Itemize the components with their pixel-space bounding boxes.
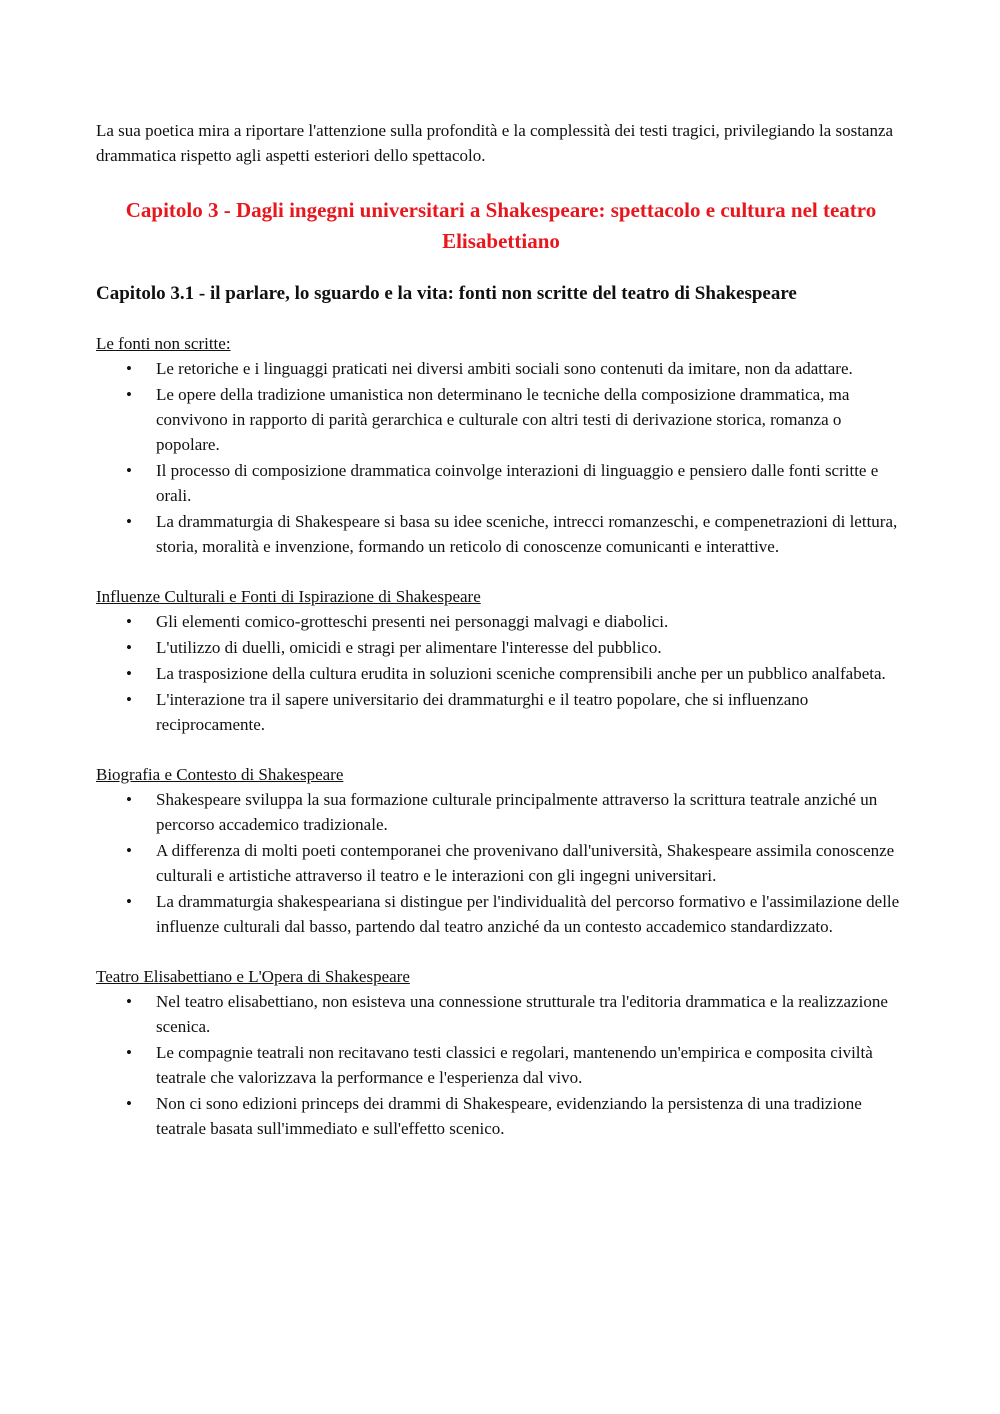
list-item: • La trasposizione della cultura erudita in soluzioni sceniche comprensibili anche per un pubblico analfabeta. xyxy=(156,661,906,686)
list-item: • Le opere della tradizione umanistica non determinano le tecniche della composizione drammatica, ma convivono in rapporto di parità gerarchica e culturale con altri testi di derivazione storica, romanza o popolare. xyxy=(156,382,906,457)
section-heading: Biografia e Contesto di Shakespeare xyxy=(96,765,344,784)
list-item: • Le retoriche e i linguaggi praticati nei diversi ambiti sociali sono contenuti da imitare, non da adattare. xyxy=(156,356,906,381)
list-item: • Nel teatro elisabettiano, non esisteva una connessione strutturale tra l'editoria drammatica e la realizzazione scenica. xyxy=(156,989,906,1039)
chapter-title: Capitolo 3 - Dagli ingegni universitari a Shakespeare: spettacolo e cultura nel teatro Elisabettiano xyxy=(125,198,877,253)
list-item: • La drammaturgia di Shakespeare si basa su idee sceniche, intrecci romanzeschi, e compenetrazioni di lettura, storia, moralità e invenzione, formando un reticolo di conoscenze comunicanti e interattive. xyxy=(156,509,906,559)
section-heading: Le fonti non scritte: xyxy=(96,334,231,353)
section-heading: Teatro Elisabettiano e L'Opera di Shakespeare xyxy=(96,967,410,986)
list-item: • L'utilizzo di duelli, omicidi e stragi per alimentare l'interesse del pubblico. xyxy=(156,635,906,660)
bullet-list xyxy=(96,989,906,1141)
list-item: • Non ci sono edizioni princeps dei drammi di Shakespeare, evidenziando la persistenza di una tradizione teatrale basata sull'immediato e sull'effetto scenico. xyxy=(156,1091,906,1141)
list-item: • Shakespeare sviluppa la sua formazione culturale principalmente attraverso la scrittura teatrale anziché un percorso accademico tradizionale. xyxy=(156,787,906,837)
list-item: • Gli elementi comico-grotteschi presenti nei personaggi malvagi e diabolici. xyxy=(156,609,906,634)
document-page xyxy=(96,118,906,1142)
section-teatro-elisabettiano xyxy=(96,964,906,1141)
list-item: • L'interazione tra il sapere universitario dei drammaturghi e il teatro popolare, che si influenzano reciprocamente. xyxy=(156,687,906,737)
list-item: • La drammaturgia shakespeariana si distingue per l'individualità del percorso formativo e l'assimilazione delle influenze culturali dal basso, partendo dal teatro anziché da un contesto accademico standardizzato. xyxy=(156,889,906,939)
section-heading: Influenze Culturali e Fonti di Ispirazione di Shakespeare xyxy=(96,587,481,606)
bullet-list xyxy=(96,356,906,559)
bullet-list xyxy=(96,787,906,939)
list-item: • Le compagnie teatrali non recitavano testi classici e regolari, mantenendo un'empirica e composita civiltà teatrale che valorizzava la performance e l'esperienza dal vivo. xyxy=(156,1040,906,1090)
subchapter-title: Capitolo 3.1 - il parlare, lo sguardo e la vita: fonti non scritte del teatro di Shakespeare xyxy=(96,283,797,304)
list-item: • A differenza di molti poeti contemporanei che provenivano dall'università, Shakespeare assimila conoscenze culturali e artistiche attraverso il teatro e le interazioni con gli ingegni universitari. xyxy=(156,838,906,888)
bullet-list xyxy=(96,609,906,737)
list-item: • Il processo di composizione drammatica coinvolge interazioni di linguaggio e pensiero dalle fonti scritte e orali. xyxy=(156,458,906,508)
section-biografia xyxy=(96,762,906,939)
section-fonti-non-scritte xyxy=(96,331,906,559)
intro-paragraph: La sua poetica mira a riportare l'attenzione sulla profondità e la complessità dei testi tragici, privilegiando la sostanza drammatica rispetto agli aspetti esteriori dello spettacolo. xyxy=(96,121,894,165)
section-influenze-culturali xyxy=(96,584,906,737)
